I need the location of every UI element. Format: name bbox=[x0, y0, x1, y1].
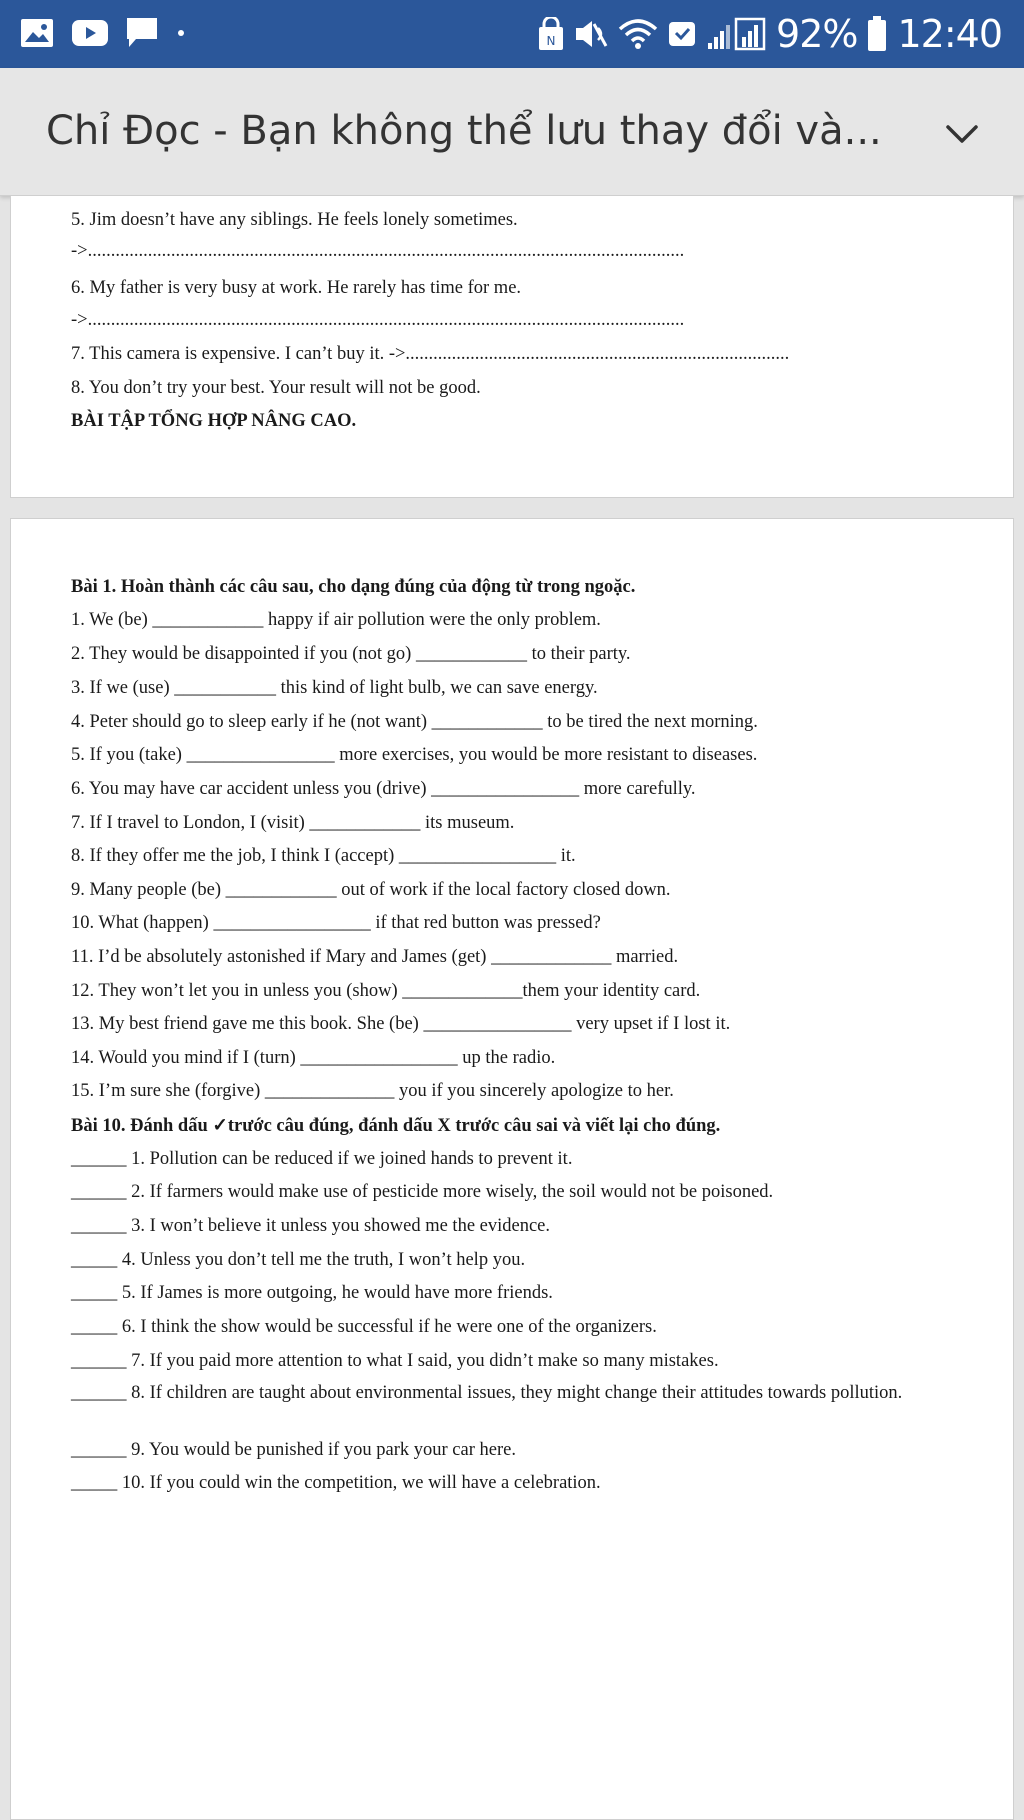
battery-percent: 92% bbox=[776, 12, 858, 56]
list-item: 4. Peter should go to sleep early if he (not want) ____________ to be tired the next morning. bbox=[71, 712, 758, 732]
document-page-2 bbox=[10, 518, 1014, 1820]
list-item: 1. We (be) ____________ happy if air pollution were the only problem. bbox=[71, 610, 601, 630]
wifi-icon bbox=[618, 17, 658, 51]
list-item: 14. Would you mind if I (turn) _________________ up the radio. bbox=[71, 1048, 556, 1068]
list-item: ______ 3. I won’t believe it unless you showed me the evidence. bbox=[71, 1216, 551, 1236]
battery-icon bbox=[867, 16, 887, 52]
exercise-10-title: Bài 10. Đánh dấu ✓trước câu đúng, đánh dấu X trước câu sai và viết lại cho đúng. bbox=[71, 1116, 721, 1136]
clock: 12:40 bbox=[897, 12, 1002, 56]
sync-icon bbox=[668, 19, 696, 49]
status-right-icons bbox=[538, 12, 1002, 56]
list-item: _____ 5. If James is more outgoing, he would have more friends. bbox=[71, 1283, 553, 1303]
gallery-icon bbox=[20, 18, 54, 48]
status-left-icons bbox=[20, 17, 186, 49]
list-item: 8. If they offer me the job, I think I (accept) _________________ it. bbox=[71, 846, 576, 866]
list-item: 2. They would be disappointed if you (not go) ____________ to their party. bbox=[71, 644, 631, 664]
list-item: 15. I’m sure she (forgive) ______________ you if you sincerely apologize to her. bbox=[71, 1081, 674, 1101]
svg-text:N: N bbox=[546, 34, 556, 48]
mute-icon bbox=[574, 18, 608, 50]
youtube-icon bbox=[72, 20, 108, 46]
nfc-icon bbox=[538, 17, 564, 51]
list-item: ______ 9. You would be punished if you park your car here. bbox=[71, 1440, 516, 1460]
list-item: 7. If I travel to London, I (visit) ____________ its museum. bbox=[71, 813, 515, 833]
list-item: 9. Many people (be) ____________ out of work if the local factory closed down. bbox=[71, 880, 671, 900]
exercise-1-title: Bài 1. Hoàn thành các câu sau, cho dạng đúng của động từ trong ngoặc. bbox=[71, 577, 636, 597]
answer-line: ->................................................................................................................................. bbox=[71, 310, 685, 330]
list-item: 3. If we (use) ___________ this kind of light bulb, we can save energy. bbox=[71, 678, 598, 698]
dot-icon bbox=[176, 28, 186, 38]
list-item: ______ 8. If children are taught about environmental issues, they might change their attitudes towards pollution. bbox=[71, 1383, 903, 1403]
message-icon bbox=[126, 17, 158, 49]
list-item: ______ 7. If you paid more attention to what I said, you didn’t make so many mistakes. bbox=[71, 1351, 719, 1371]
app-header bbox=[0, 68, 1024, 196]
chevron-down-icon[interactable] bbox=[940, 112, 984, 156]
list-item: ______ 1. Pollution can be reduced if we joined hands to prevent it. bbox=[71, 1149, 573, 1169]
section-heading: BÀI TẬP TỔNG HỢP NÂNG CAO. bbox=[71, 411, 357, 431]
list-item: 6. You may have car accident unless you (drive) ________________ more carefully. bbox=[71, 779, 696, 799]
list-item: ______ 2. If farmers would make use of pesticide more wisely, the soil would not be poisoned. bbox=[71, 1182, 774, 1202]
status-bar bbox=[0, 0, 1024, 68]
list-item: 10. What (happen) _________________ if that red button was pressed? bbox=[71, 913, 601, 933]
list-item: 7. This camera is expensive. I can’t buy it. ->................................................................................... bbox=[71, 344, 790, 364]
answer-line: ->................................................................................................................................. bbox=[71, 241, 685, 261]
read-only-banner-title: Chỉ Đọc - Bạn không thể lưu thay đổi và... bbox=[46, 108, 882, 154]
list-item: 11. I’d be absolutely astonished if Mary and James (get) _____________ married. bbox=[71, 947, 679, 967]
signal-icon bbox=[706, 17, 766, 51]
list-item: 8. You don’t try your best. Your result will not be good. bbox=[71, 378, 481, 398]
list-item: 5. Jim doesn’t have any siblings. He feels lonely sometimes. bbox=[71, 210, 518, 230]
list-item: _____ 10. If you could win the competition, we will have a celebration. bbox=[71, 1473, 601, 1493]
list-item: 12. They won’t let you in unless you (show) _____________them your identity card. bbox=[71, 981, 701, 1001]
list-item: 6. My father is very busy at work. He rarely has time for me. bbox=[71, 278, 522, 298]
document-page-1 bbox=[10, 196, 1014, 498]
list-item: _____ 4. Unless you don’t tell me the truth, I won’t help you. bbox=[71, 1250, 526, 1270]
list-item: 13. My best friend gave me this book. She (be) ________________ very upset if I lost it. bbox=[71, 1014, 731, 1034]
list-item: _____ 6. I think the show would be successful if he were one of the organizers. bbox=[71, 1317, 657, 1337]
list-item: 5. If you (take) ________________ more exercises, you would be more resistant to diseases. bbox=[71, 745, 758, 765]
